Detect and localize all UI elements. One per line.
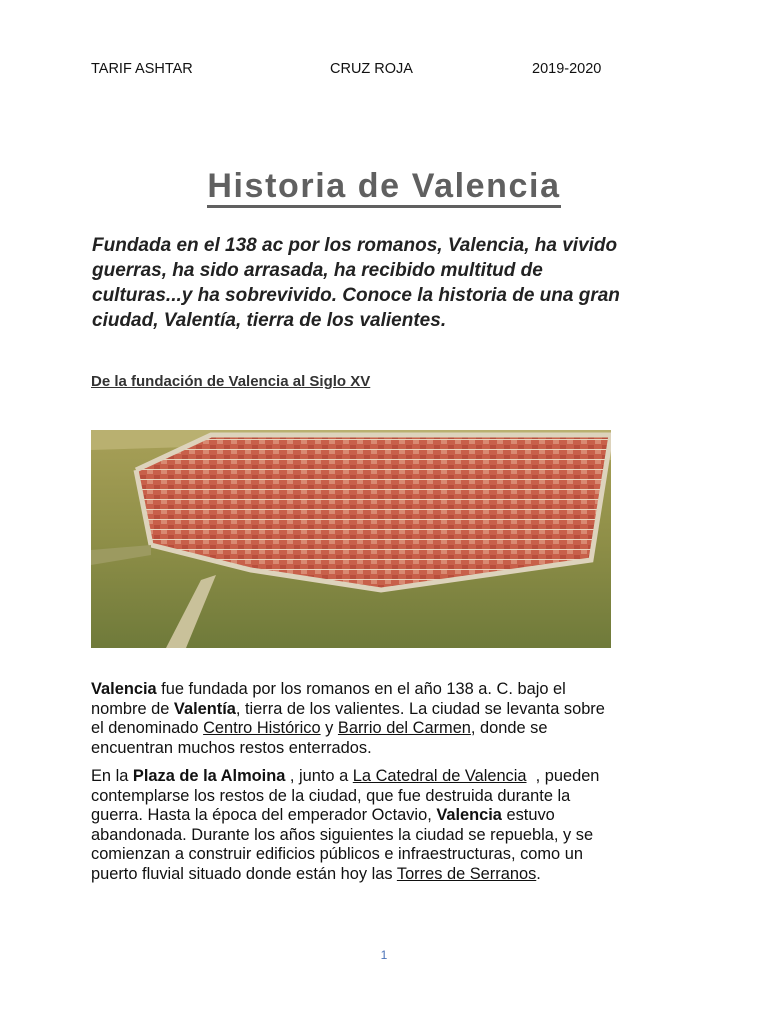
intro-line: guerras, ha sido arrasada, ha recibido multitud de bbox=[92, 260, 543, 281]
bold-term: Plaza de la Almoina bbox=[132, 767, 286, 785]
bold-term: Valencia bbox=[436, 806, 502, 824]
text: fue fundada por los romanos en el año 138 a. C. bajo el bbox=[156, 680, 566, 698]
text: estuvo bbox=[501, 806, 555, 824]
page-title: Historia de Valencia bbox=[207, 167, 560, 208]
text: encuentran muchos restos enterrados. bbox=[91, 738, 372, 757]
text: y bbox=[320, 719, 338, 737]
text: contemplarse los restos de la ciudad, que fue destruida durante la bbox=[91, 786, 571, 805]
link-centro-historico[interactable]: Centro Histórico bbox=[203, 719, 321, 737]
header-author: TARIF ASHTAR bbox=[91, 61, 193, 77]
text: , junto a bbox=[285, 767, 353, 785]
text: , tierra de los valientes. La ciudad se levanta sobre bbox=[235, 699, 605, 718]
intro-line: ciudad, Valentía, tierra de los valientes. bbox=[92, 310, 447, 331]
text: nombre de bbox=[91, 699, 174, 718]
paragraph-almoina bbox=[91, 767, 691, 884]
link-catedral-de-valencia[interactable]: La Catedral de Valencia bbox=[352, 767, 527, 785]
text: guerra. Hasta la época del emperador Octavio, bbox=[91, 806, 437, 824]
text: , pueden bbox=[526, 767, 600, 785]
text: puerto fluvial situado donde están hoy las bbox=[91, 864, 397, 883]
section-heading: De la fundación de Valencia al Siglo XV bbox=[91, 373, 371, 390]
text: abandonada. Durante los años siguientes la ciudad se repuebla, y se bbox=[91, 825, 594, 844]
text: , donde se bbox=[470, 719, 548, 737]
link-barrio-del-carmen[interactable]: Barrio del Carmen bbox=[337, 719, 471, 737]
text: el denominado bbox=[91, 719, 204, 737]
intro-paragraph bbox=[92, 233, 672, 333]
header-organization: CRUZ ROJA bbox=[330, 61, 413, 77]
bold-term: Valencia bbox=[91, 680, 157, 698]
intro-line: culturas...y ha sobrevivido. Conoce la historia de una gran bbox=[92, 285, 620, 306]
text: comienzan a construir edificios públicos e infraestructuras, como un bbox=[91, 845, 583, 863]
page-number: 1 bbox=[380, 948, 388, 962]
bold-term: Valentía bbox=[173, 699, 236, 718]
text: . bbox=[536, 864, 541, 883]
intro-line: Fundada en el 138 ac por los romanos, Valencia, ha vivido bbox=[92, 235, 618, 256]
page-title-wrapper bbox=[0, 166, 768, 206]
text: En la bbox=[91, 767, 133, 785]
link-torres-de-serranos[interactable]: Torres de Serranos bbox=[396, 864, 537, 883]
paragraph-founding bbox=[91, 680, 691, 758]
header-year: 2019-2020 bbox=[532, 61, 602, 77]
roman-valencia-illustration bbox=[91, 430, 611, 648]
